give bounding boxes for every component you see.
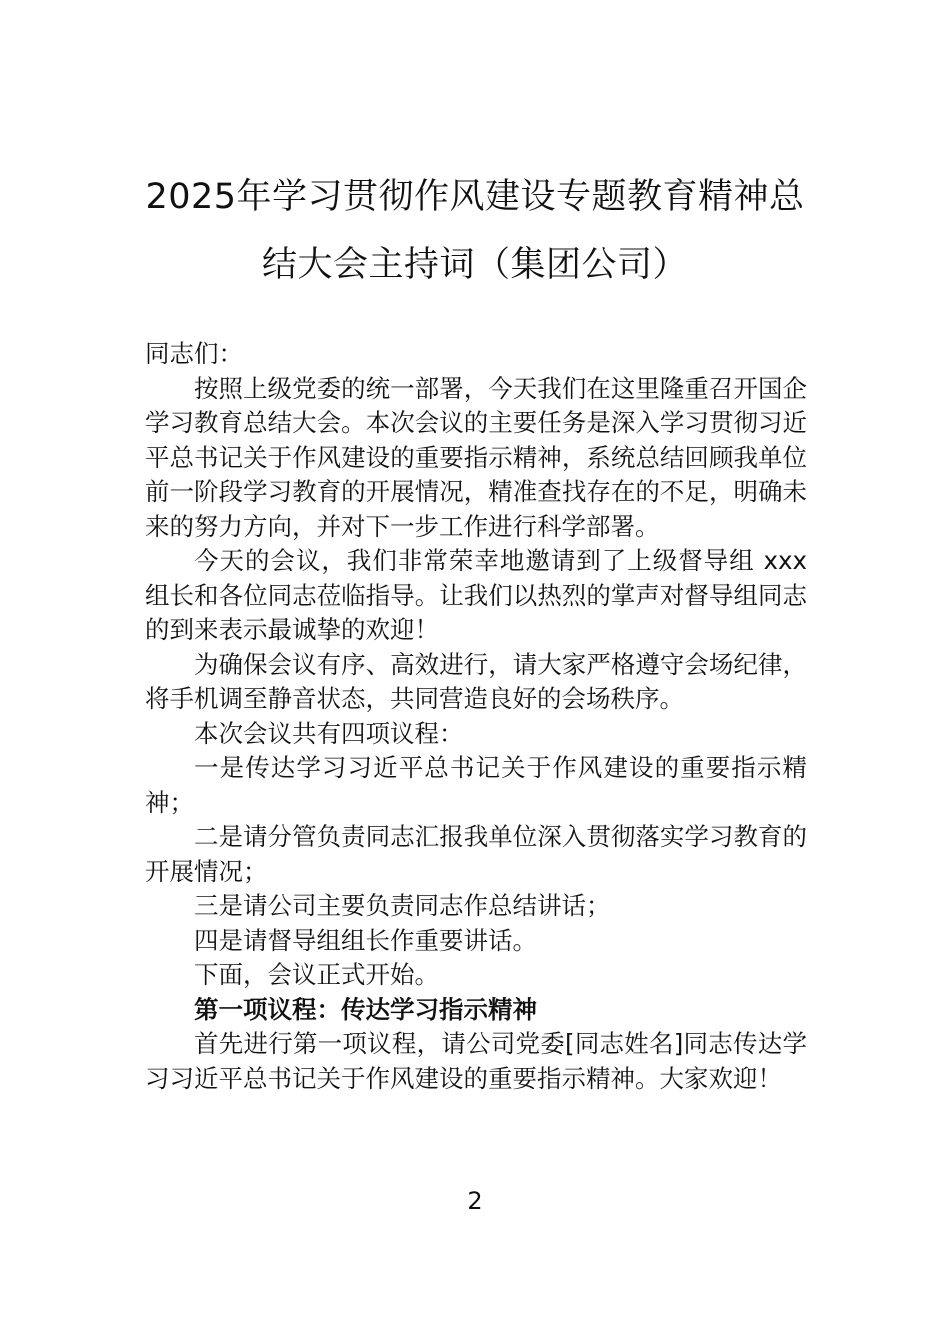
agenda-item-3: 三是请公司主要负责同志作总结讲话； <box>194 891 611 920</box>
paragraph-agenda-intro: 本次会议共有四项议程： <box>194 718 464 748</box>
paragraph-first-agenda: 首先进行第一项议程，请公司党委[同志姓名]同志传达学习习近平总书记关于作风建设的重要指示精神。大家欢迎！ <box>145 1029 807 1093</box>
section-heading: 第一项议程：传达学习指示精神 <box>194 994 537 1024</box>
document-title-line-2: 结大会主持词（集团公司） <box>261 245 688 285</box>
salutation: 同志们： <box>145 339 243 368</box>
paragraph-meeting-start: 下面，会议正式开始。 <box>194 960 439 989</box>
document-body <box>145 337 807 1096</box>
agenda-item-4: 四是请督导组组长作重要讲话。 <box>194 925 537 955</box>
paragraph-discipline: 为确保会议有序、高效进行，请大家严格遵守会场纪律，将手机调至静音状态，共同营造良好的会场秩序。 <box>145 649 807 713</box>
page-number: 2 <box>467 1187 483 1215</box>
paragraph-guests: 今天的会议，我们非常荣幸地邀请到了上级督导组 xxx 组长和各位同志莅临指导。让我们以热烈的掌声对督导组同志的到来表示最诚挚的欢迎！ <box>145 546 807 644</box>
agenda-item-1: 一是传达学习习近平总书记关于作风建设的重要指示精神； <box>145 753 807 817</box>
agenda-item-2: 二是请分管负责同志汇报我单位深入贯彻落实学习教育的开展情况； <box>145 822 807 886</box>
document-title-line-1: 2025年学习贯彻作风建设专题教育精神总 <box>145 177 805 217</box>
paragraph-opening: 按照上级党委的统一部署，今天我们在这里隆重召开国企学习教育总结大会。本次会议的主要任务是深入学习贯彻习近平总书记关于作风建设的重要指示精神，系统总结回顾我单位前一阶段学习教育的开展情况，精准查找存在的不足，明确未来的努力方向，并对下一步工作进行科学部署。 <box>145 373 807 541</box>
